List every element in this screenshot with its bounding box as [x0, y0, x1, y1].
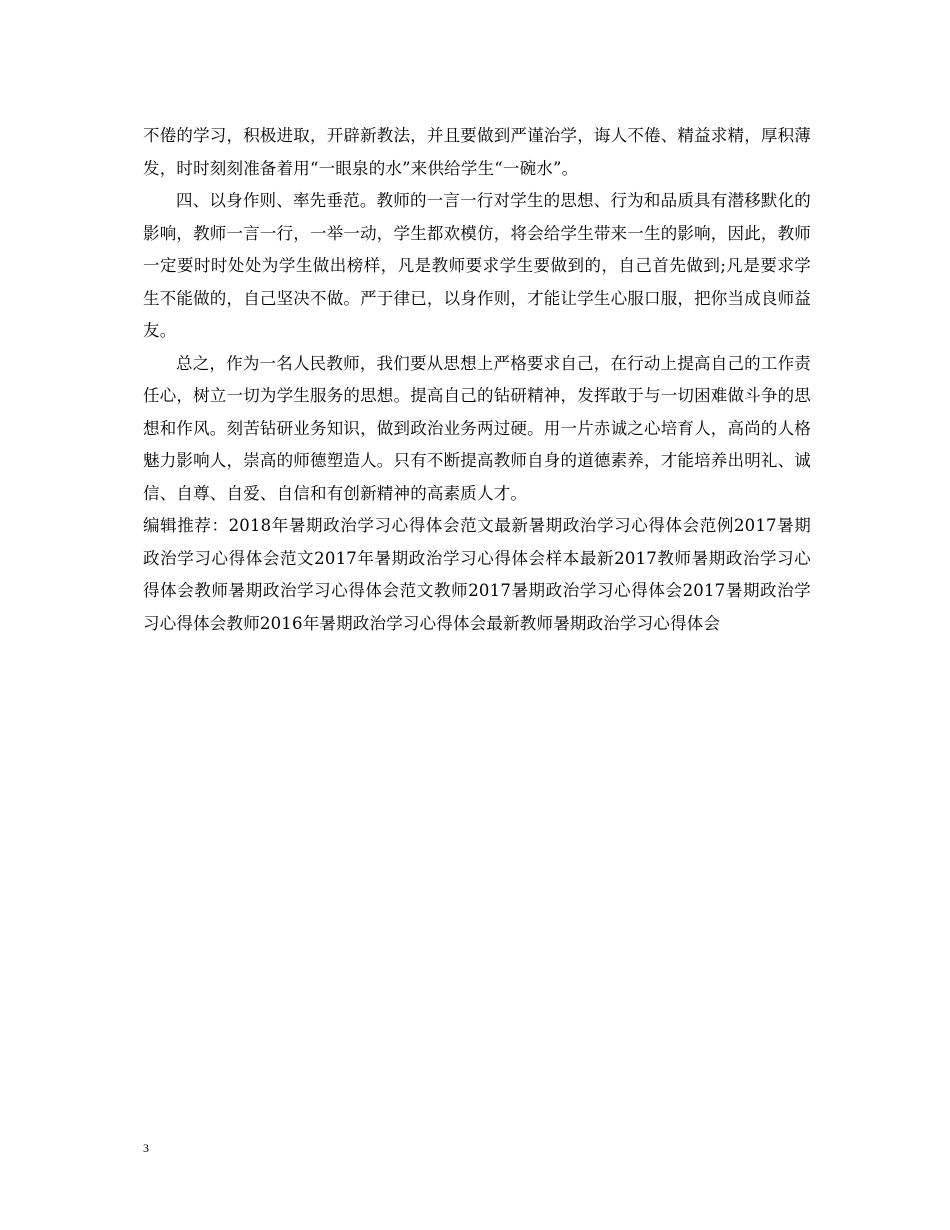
paragraph-editor-recommendation: 编辑推荐：2018年暑期政治学习心得体会范文最新暑期政治学习心得体会范例2017暑期政治学习心得体会范文2017年暑期政治学习心得体会样本最新2017教师暑期政治学习心得体会教师暑期政治学习心得体会范文教师2017暑期政治学习心得体会2017暑期政治学习心得体会教师2016年暑期政治学习心得体会最新教师暑期政治学习心得体会: [143, 516, 811, 633]
page-number: 3: [143, 1141, 149, 1155]
paragraph-conclusion: 总之，作为一名人民教师，我们要从思想上严格要求自己，在行动上提高自己的工作责任心，树立一切为学生服务的思想。提高自己的钻研精神，发挥敢于与一切困难做斗争的思想和作风。刻苦钻研业务知识，做到政治业务两过硬。用一片赤诚之心培育人，高尚的人格魅力影响人，崇高的师德塑造人。只有不断提高教师自身的道德素养，才能培养出明礼、诚信、自尊、自爱、自信和有创新精神的高素质人才。: [143, 353, 811, 503]
paragraph-lead-by-example: 四、以身作则、率先垂范。教师的一言一行对学生的思想、行为和品质具有潜移默化的影响，教师一言一行，一举一动，学生都欢模仿，将会给学生带来一生的影响，因此，教师一定要时时处处为学生做出榜样，凡是教师要求学生要做到的，自己首先做到;凡是要求学生不能做的，自己坚决不做。严于律已，以身作则，才能让学生心服口服，把你当成良师益友。: [143, 191, 811, 340]
page-body: [143, 120, 811, 640]
paragraph-continuation: 不倦的学习，积极进取，开辟新教法，并且要做到严谨治学，诲人不倦、精益求精，厚积薄发，时时刻刻准备着用“一眼泉的水”来供给学生“一碗水”。: [143, 126, 811, 178]
